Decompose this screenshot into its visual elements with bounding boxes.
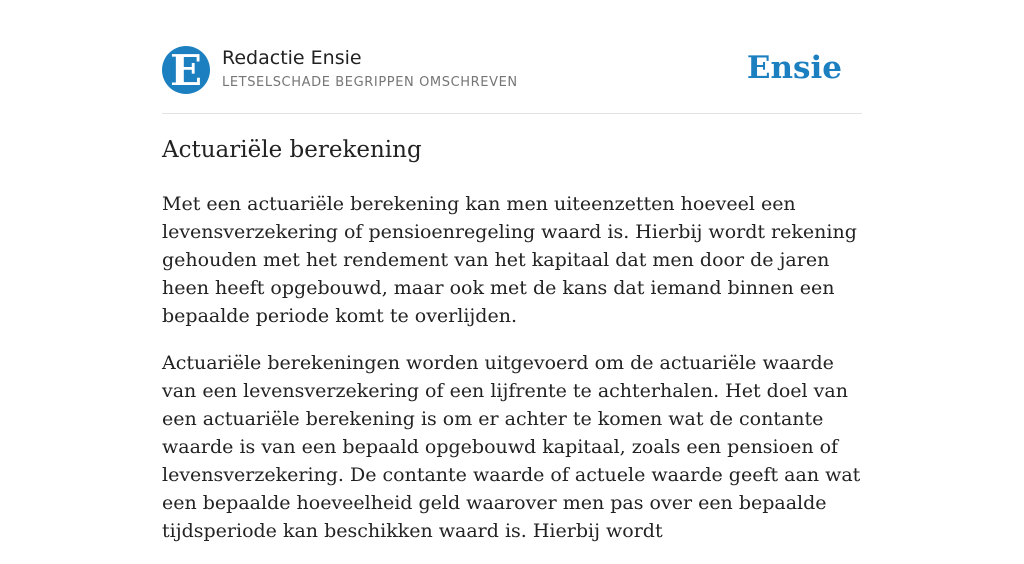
article-title: Actuariële berekening (162, 137, 422, 163)
article-body (162, 190, 866, 564)
article-paragraph: Actuariële berekeningen worden uitgevoerd om de actuariële waarde van een levensverzekering of een lijfrente te achterhalen. Het doel van een actuariële berekening is om er achter te komen wat de contante waarde is van een bepaald opgebouwd kapitaal, zoals een pensioen of levensverzekering. De contante waarde of actuele waarde geeft aan wat een bepaalde hoeveelheid geld waarover men pas over een bepaalde tijdsperiode kan beschikken waard is. Hierbij wordt (162, 352, 861, 542)
article-paragraph: Met een actuariële berekening kan men uiteenzetten hoeveel een levensverzekering of pensioenregeling waard is. Hierbij wordt rekening gehouden met het rendement van het kapitaal dat men door de jaren heen heeft opgebouwd, maar ook met de kans dat iemand binnen een bepaalde periode komt te overlijden. (162, 193, 857, 327)
brand-logo[interactable]: Ensie (746, 50, 842, 86)
author-avatar[interactable] (162, 46, 210, 94)
author-name[interactable]: Redactie Ensie (222, 47, 362, 69)
collection-subtitle[interactable]: LETSELSCHADE BEGRIPPEN OMSCHREVEN (222, 75, 518, 90)
avatar-logo-letter: E (169, 46, 202, 95)
article-header (162, 46, 862, 96)
header-divider (162, 113, 862, 114)
